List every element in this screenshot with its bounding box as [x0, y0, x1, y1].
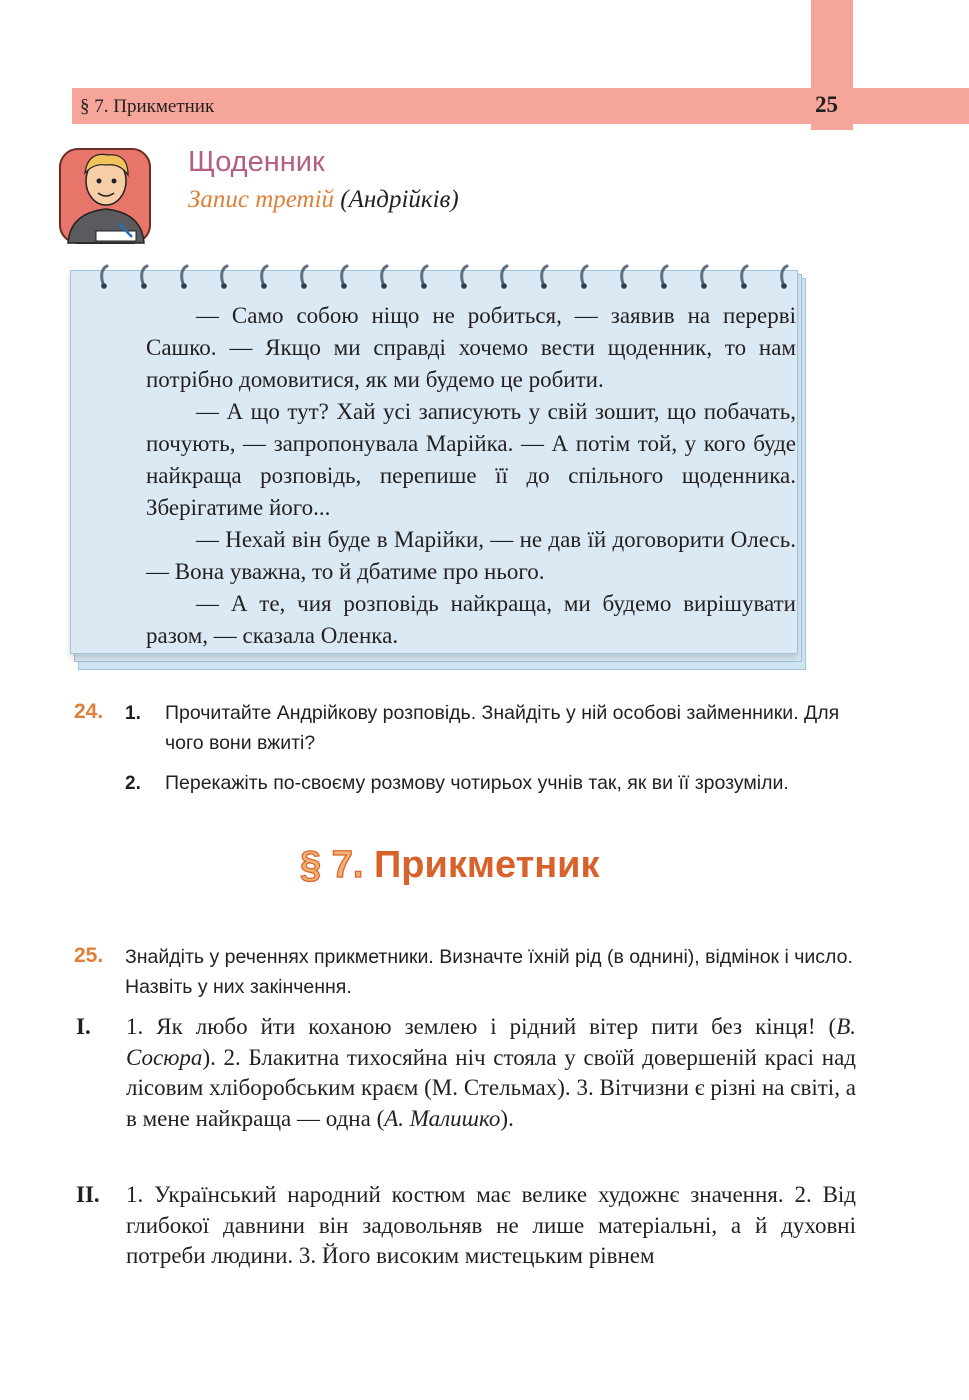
- passage-part-1: [126, 1012, 856, 1134]
- passage-text: 1. Як любо йти коханою землею і рідний вітер пити без кінця! (: [126, 1014, 837, 1039]
- exercise-number-25: 25.: [74, 944, 104, 967]
- exercise-number-24: 24.: [74, 700, 104, 723]
- passage-text: 1. Український народний костюм має велике художнє значення. 2. Від глибокої давнини він задовольняв не лише матеріальні, а й духовні потреби людини. 3. Його високим мистецьким рівнем: [126, 1182, 856, 1268]
- section-heading: [300, 844, 600, 887]
- diary-entry-author: (Андрійків): [340, 186, 459, 213]
- task-number: 2.: [125, 773, 141, 794]
- page-number: 25: [815, 92, 838, 117]
- running-header-title: § 7. Прикметник: [80, 96, 215, 117]
- diary-entry-label: Запис третій: [188, 186, 335, 213]
- passage-text: ).: [500, 1105, 514, 1131]
- part-label-1: I.: [76, 1014, 91, 1039]
- boy-writing-icon: [58, 143, 154, 245]
- notebook-spiral-icon: [95, 262, 815, 292]
- exercise-instruction: Знайдіть у реченнях прикметники. Визначте їхній рід (в однині), відмінок і число. Назвіть у них закінчення.: [125, 946, 853, 998]
- author-name: А. Малишко: [384, 1105, 501, 1131]
- task-number: 1.: [125, 703, 141, 724]
- section-title-text: Прикметник: [373, 844, 600, 886]
- dialog-paragraph: — А те, чия розповідь найкраща, ми будемо вирішувати разом, — сказала Оленка.: [146, 591, 796, 648]
- author-name: В. Сосюра: [126, 1014, 856, 1070]
- task-text: Прочитайте Андрійкову розповідь. Знайдіть у ній особові займенники. Для чого вони вжиті?: [165, 702, 840, 754]
- part-label-2: II.: [76, 1182, 100, 1207]
- diary-title: Щоденник: [188, 146, 325, 178]
- passage-part-2: [126, 1180, 856, 1272]
- dialog-paragraph: — А що тут? Хай усі записують у свій зошит, що побачать, почують, — запропонувала Марійка. — А потім той, у кого буде найкраща розповідь, перепише її до спільного щоденника. Зберігатиме його...: [146, 399, 796, 520]
- dialog-paragraph: — Само собою ніщо не робиться, — заявив на перерві Сашко. — Якщо ми справді хочемо вести щоденник, то нам потрібно домовитися, як ми будемо це робити.: [146, 303, 796, 392]
- diary-subtitle: [188, 186, 459, 214]
- diary-dialog-text: [146, 300, 796, 652]
- section-mark: § 7.: [300, 844, 364, 886]
- dialog-paragraph: — Нехай він буде в Марійки, — не дав їй договорити Олесь. — Вона уважна, то й дбатиме про нього.: [146, 527, 796, 584]
- passage-text: ). 2. Блакитна тихосяйна ніч стояла у своїй довершеній красі над лісовим хліборобським краєм (М. Стельмах). 3. Вітчизни є різні на світі, а в мене найкраща — одна (: [126, 1044, 856, 1131]
- task-text: Перекажіть по-своєму розмову чотирьох учнів так, як ви її зрозуміли.: [165, 772, 789, 794]
